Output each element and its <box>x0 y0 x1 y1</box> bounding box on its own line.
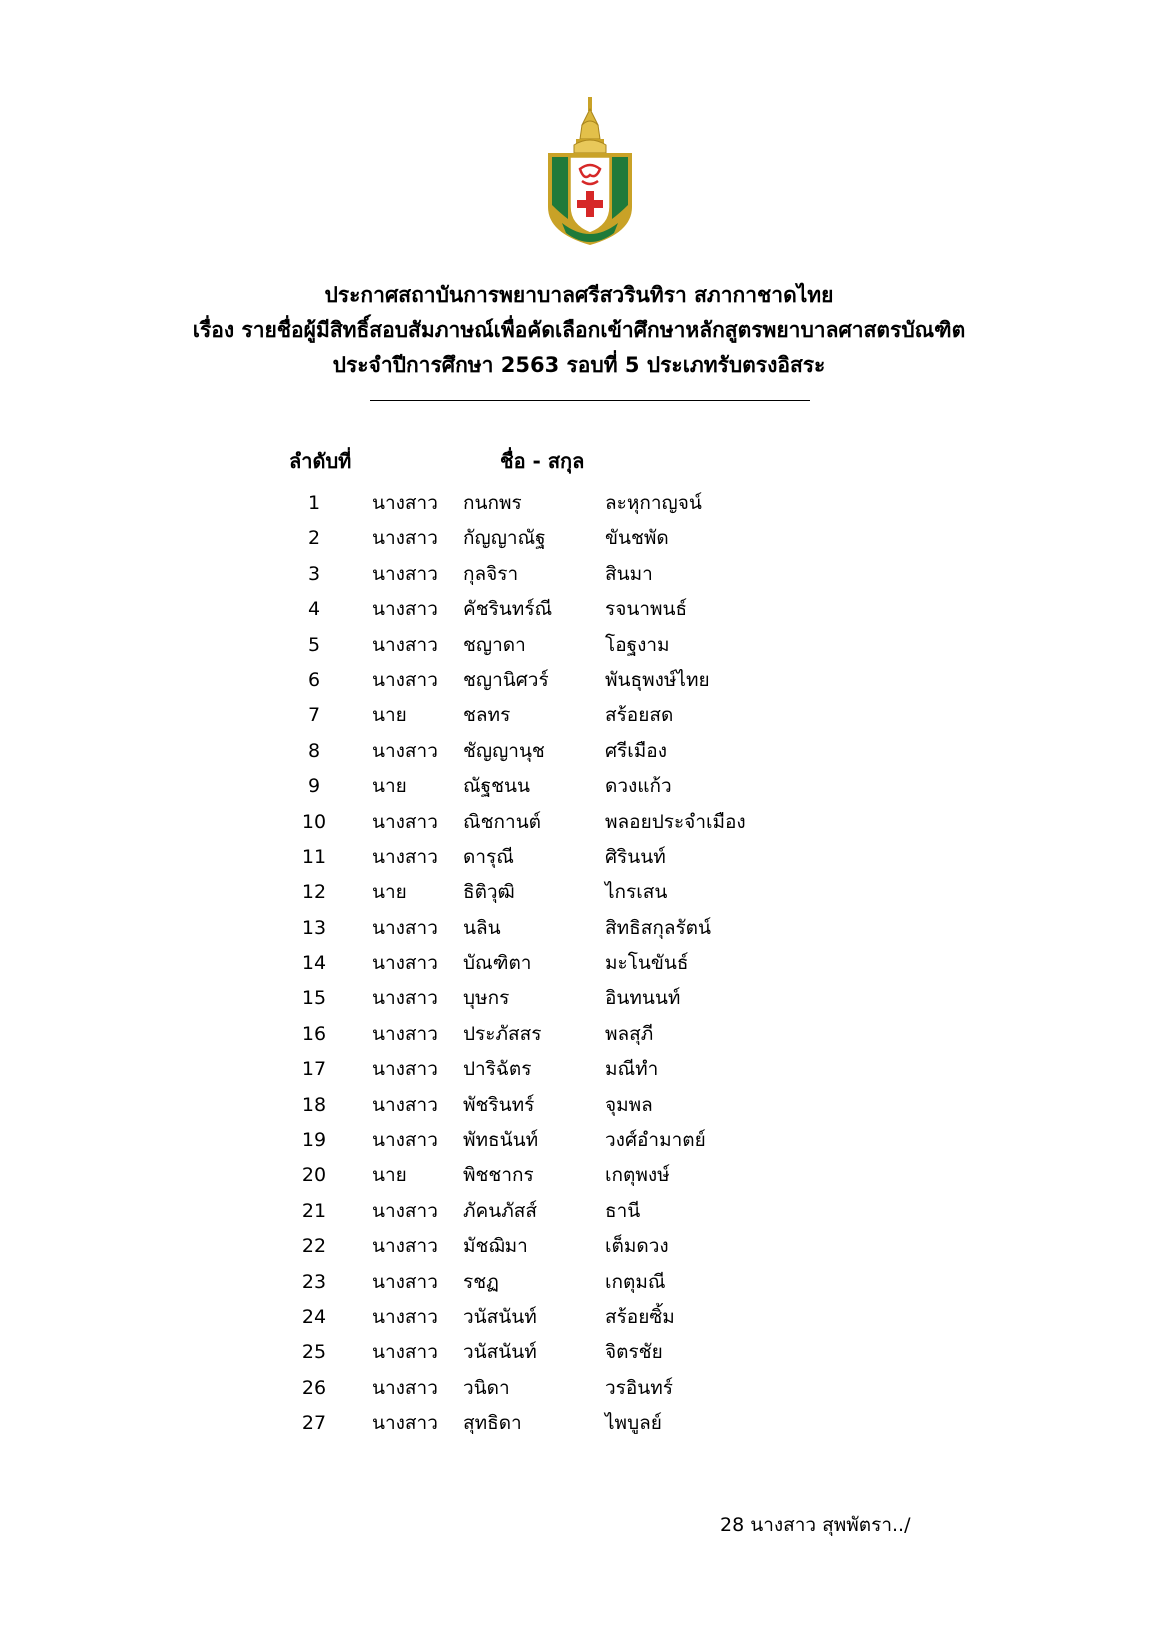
name-title: นางสาว <box>372 952 438 975</box>
list-item <box>0 1158 1158 1193</box>
name-title: นางสาว <box>372 527 438 550</box>
last-name: ศรีเมือง <box>605 739 667 762</box>
first-name: วนิดา <box>463 1376 510 1399</box>
last-name: จิตรชัย <box>605 1341 663 1364</box>
list-item <box>0 1335 1158 1370</box>
list-item <box>0 663 1158 698</box>
list-item <box>0 698 1158 733</box>
first-name: ชัญญานุช <box>463 739 545 762</box>
header-divider <box>370 400 810 401</box>
row-number: 22 <box>301 1235 327 1258</box>
first-name: สุทธิดา <box>463 1412 522 1435</box>
last-name: สร้อยสด <box>605 704 674 727</box>
column-header-name: ชื่อ - สกุล <box>500 449 585 473</box>
name-title: นางสาว <box>372 1093 438 1116</box>
announcement-header <box>0 278 1158 383</box>
name-title: นางสาว <box>372 1305 438 1328</box>
first-name: พัชรินทร์ <box>463 1093 535 1116</box>
last-name: เกตุพงษ์ <box>605 1164 670 1187</box>
first-name: บุษกร <box>463 987 510 1010</box>
name-title: นางสาว <box>372 1412 438 1435</box>
name-title: นาย <box>372 881 407 904</box>
first-name: ธิติวุฒิ <box>463 881 515 904</box>
list-item <box>0 557 1158 592</box>
first-name: บัณฑิตา <box>463 952 532 975</box>
row-number: 3 <box>307 562 321 585</box>
list-item <box>0 628 1158 663</box>
last-name: ไพบูลย์ <box>605 1412 662 1435</box>
first-name: ภัคนภัสส์ <box>463 1199 537 1222</box>
name-title: นาย <box>372 704 407 727</box>
name-title: นางสาว <box>372 1270 438 1293</box>
row-number: 17 <box>301 1058 327 1081</box>
first-name: กัญญาณัฐ <box>463 527 546 550</box>
name-title: นางสาว <box>372 739 438 762</box>
first-name: ประภัสสร <box>463 1022 542 1045</box>
list-item <box>0 981 1158 1016</box>
row-number: 25 <box>301 1341 327 1364</box>
first-name: รชฏ <box>463 1270 499 1293</box>
list-item <box>0 592 1158 627</box>
row-number: 2 <box>307 527 321 550</box>
first-name: ชลทร <box>463 704 511 727</box>
name-title: นางสาว <box>372 1235 438 1258</box>
last-name: วงศ์อำมาตย์ <box>605 1129 706 1152</box>
last-name: พลอยประจำเมือง <box>605 810 746 833</box>
first-name: ณัฐชนน <box>463 775 530 798</box>
name-title: นางสาว <box>372 1199 438 1222</box>
announcement-subject: เรื่อง รายชื่อผู้มีสิทธิ์สอบสัมภาษณ์เพื่อคัดเลือกเข้าศึกษาหลักสูตรพยาบาลศาสตรบัณฑิต <box>192 318 966 342</box>
list-item <box>0 734 1158 769</box>
last-name: ธานี <box>605 1199 641 1222</box>
list-item <box>0 1406 1158 1441</box>
row-number: 19 <box>301 1129 327 1152</box>
last-name: วรอินทร์ <box>605 1376 674 1399</box>
list-item <box>0 1017 1158 1052</box>
name-title: นางสาว <box>372 810 438 833</box>
row-number: 8 <box>307 739 321 762</box>
list-item <box>0 805 1158 840</box>
candidate-list <box>0 486 1158 1442</box>
last-name: เกตุมณี <box>605 1270 666 1293</box>
first-name: พัทธนันท์ <box>463 1129 539 1152</box>
first-name: วนัสนันท์ <box>463 1305 537 1328</box>
row-number: 10 <box>301 810 327 833</box>
last-name: เต็มดวง <box>605 1235 669 1258</box>
row-number: 13 <box>301 916 327 939</box>
name-title: นางสาว <box>372 1022 438 1045</box>
last-name: สิทธิสกุลรัตน์ <box>605 916 711 939</box>
name-title: นางสาว <box>372 598 438 621</box>
list-item <box>0 769 1158 804</box>
list-item <box>0 911 1158 946</box>
name-title: นางสาว <box>372 845 438 868</box>
row-number: 23 <box>301 1270 327 1293</box>
name-title: นางสาว <box>372 668 438 691</box>
row-number: 14 <box>301 952 327 975</box>
announcement-title: ประกาศสถาบันการพยาบาลศรีสวรินทิรา สภากาชาดไทย <box>324 283 834 307</box>
first-name: ปาริฉัตร <box>463 1058 532 1081</box>
list-item <box>0 1300 1158 1335</box>
list-item <box>0 840 1158 875</box>
last-name: ไกรเสน <box>605 881 668 904</box>
last-name: ละหุกาญจน์ <box>605 492 702 514</box>
row-number: 20 <box>301 1164 327 1187</box>
last-name: โอฐงาม <box>605 633 670 656</box>
row-number: 9 <box>307 775 321 798</box>
column-header-order: ลำดับที่ <box>289 449 352 473</box>
list-item <box>0 1371 1158 1406</box>
list-item <box>0 1194 1158 1229</box>
last-name: มะโนขันธ์ <box>605 952 689 975</box>
name-title: นางสาว <box>372 1376 438 1399</box>
list-item <box>0 521 1158 556</box>
name-title: นาย <box>372 1164 407 1187</box>
list-item <box>0 946 1158 981</box>
row-number: 16 <box>301 1022 327 1045</box>
last-name: มณีทำ <box>605 1058 659 1081</box>
first-name: กุลจิรา <box>463 562 519 585</box>
name-title: นาย <box>372 775 407 798</box>
name-title: นางสาว <box>372 562 438 585</box>
first-name: ดารุณี <box>463 845 514 868</box>
first-name: ชญานิศวร์ <box>463 668 549 691</box>
last-name: พลสุภี <box>605 1022 654 1045</box>
continued-note: 28 นางสาว สุพพัตรา../ <box>720 1514 911 1536</box>
row-number: 12 <box>301 881 327 904</box>
last-name: สร้อยซิ้ม <box>605 1305 675 1328</box>
name-title: นางสาว <box>372 1129 438 1152</box>
list-item <box>0 875 1158 910</box>
row-number: 24 <box>301 1305 327 1328</box>
list-item <box>0 1088 1158 1123</box>
last-name: ศิรินนท์ <box>605 845 666 868</box>
list-item <box>0 1123 1158 1158</box>
row-number: 26 <box>301 1376 327 1399</box>
row-number: 4 <box>307 598 321 621</box>
row-number: 6 <box>307 668 321 691</box>
last-name: จุมพล <box>605 1093 653 1116</box>
first-name: มัชฌิมา <box>463 1235 528 1258</box>
name-title: นางสาว <box>372 1058 438 1081</box>
row-number: 11 <box>301 845 327 868</box>
first-name: กนกพร <box>463 492 522 514</box>
name-title: นางสาว <box>372 492 438 514</box>
first-name: วนัสนันท์ <box>463 1341 537 1364</box>
last-name: พันธุพงษ์ไทย <box>605 668 710 691</box>
list-item <box>0 1052 1158 1087</box>
last-name: สินมา <box>605 562 653 585</box>
row-number: 5 <box>307 633 321 656</box>
row-number: 27 <box>301 1412 327 1435</box>
name-title: นางสาว <box>372 633 438 656</box>
institute-emblem-icon <box>540 95 640 253</box>
list-item <box>0 1229 1158 1264</box>
row-number: 7 <box>307 704 321 727</box>
first-name: คัชรินทร์ณี <box>463 598 553 621</box>
row-number: 1 <box>307 492 321 514</box>
last-name: อินทนนท์ <box>605 987 681 1010</box>
row-number: 15 <box>301 987 327 1010</box>
last-name: ดวงแก้ว <box>605 775 672 798</box>
first-name: ชญาดา <box>463 633 526 656</box>
first-name: พิชชากร <box>463 1164 534 1187</box>
first-name: นลิน <box>463 916 501 939</box>
announcement-round: ประจำปีการศึกษา 2563 รอบที่ 5 ประเภทรับตรงอิสระ <box>332 353 826 377</box>
last-name: ขันชพัด <box>605 527 669 550</box>
row-number: 21 <box>301 1199 327 1222</box>
name-title: นางสาว <box>372 987 438 1010</box>
first-name: ณิชกานต์ <box>463 810 542 833</box>
name-title: นางสาว <box>372 916 438 939</box>
last-name: รจนาพนธ์ <box>605 598 688 621</box>
name-title: นางสาว <box>372 1341 438 1364</box>
list-item <box>0 1265 1158 1300</box>
list-item <box>0 486 1158 521</box>
row-number: 18 <box>301 1093 327 1116</box>
